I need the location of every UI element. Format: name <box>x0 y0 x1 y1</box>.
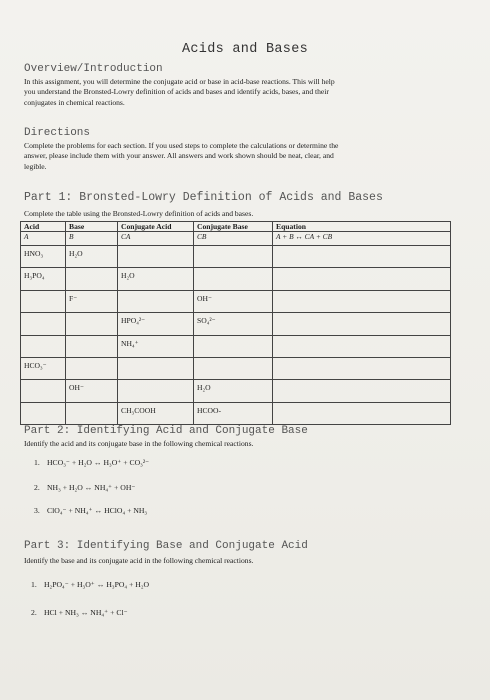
table-row <box>21 313 451 335</box>
directions-line: legible. <box>24 161 47 171</box>
table-cell[interactable] <box>194 357 273 379</box>
directions-text <box>24 141 454 172</box>
bronsted-lowry-table <box>20 221 451 425</box>
overview-text <box>24 77 454 108</box>
table-cell[interactable]: CH₃COOH <box>118 402 194 424</box>
table-cell[interactable] <box>273 268 451 290</box>
table-cell[interactable]: HNO₃ <box>21 246 66 268</box>
table-row <box>21 402 451 424</box>
table-cell[interactable] <box>66 335 118 357</box>
table-cell[interactable]: NH₄⁺ <box>118 335 194 357</box>
table-cell[interactable] <box>66 313 118 335</box>
part2-heading: Part 2: Identifying Acid and Conjugate Base <box>24 425 308 437</box>
table-cell[interactable]: OH⁻ <box>194 290 273 312</box>
table-cell[interactable] <box>194 246 273 268</box>
overview-line: In this assignment, you will determine the conjugate acid or base in acid-base reactions. This will help <box>24 77 335 86</box>
table-cell[interactable]: HPO₄²⁻ <box>118 313 194 335</box>
table-cell[interactable] <box>21 335 66 357</box>
table-cell[interactable] <box>273 402 451 424</box>
reaction-equation: ClO₄⁻ + NH₄⁺ ↔ HClO₄ + NH₃ <box>47 506 148 515</box>
table-cell[interactable] <box>66 357 118 379</box>
overview-line: you understand the Bronsted-Lowry definition of acids and bases and identify acids, bases, and their <box>24 87 329 97</box>
reaction-equation: NH₃ + H₂O ↔ NH₄⁺ + OH⁻ <box>47 483 136 492</box>
reaction-equation: H₂PO₄⁻ + H₃O⁺ ↔ H₃PO₄ + H₂O <box>44 580 150 589</box>
table-cell[interactable] <box>66 402 118 424</box>
table-cell: B <box>66 232 118 246</box>
table-cell[interactable] <box>118 290 194 312</box>
reaction-number: 1. <box>34 458 40 467</box>
table-cell[interactable]: H₂O <box>194 380 273 402</box>
table-cell: CA <box>118 232 194 246</box>
overview-heading: Overview/Introduction <box>24 63 163 75</box>
reaction-item <box>31 608 128 617</box>
part3-instruction: Identify the base and its conjugate acid in the following chemical reactions. <box>24 556 254 565</box>
column-header: Equation <box>273 222 451 232</box>
table-row <box>21 246 451 268</box>
table-cell[interactable]: SO₄²⁻ <box>194 313 273 335</box>
table-cell[interactable] <box>118 380 194 402</box>
table-cell[interactable] <box>273 313 451 335</box>
table-cell[interactable] <box>194 268 273 290</box>
table-cell[interactable]: H₂O <box>118 268 194 290</box>
table-cell[interactable] <box>118 357 194 379</box>
table-cell[interactable] <box>273 335 451 357</box>
column-header: Acid <box>21 222 66 232</box>
table-cell[interactable]: HCO₃⁻ <box>21 357 66 379</box>
directions-line: Complete the problems for each section. If you used steps to complete the calculations or determine the <box>24 141 339 150</box>
column-header: Conjugate Acid <box>118 222 194 232</box>
table-cell: CB <box>194 232 273 246</box>
table-cell[interactable] <box>118 246 194 268</box>
table-cell[interactable] <box>21 380 66 402</box>
reaction-item <box>34 483 135 492</box>
column-header: Base <box>66 222 118 232</box>
directions-line: answer, please include them with your answer. All answers and work shown should be neat, clear, and <box>24 151 334 161</box>
reaction-equation: HCl + NH₃ ↔ NH₄⁺ + Cl⁻ <box>44 608 128 617</box>
part1-instruction: Complete the table using the Bronsted-Lowry definition of acids and bases. <box>24 209 254 218</box>
table-cell[interactable] <box>21 290 66 312</box>
table-cell[interactable] <box>273 357 451 379</box>
table-cell[interactable] <box>66 268 118 290</box>
reaction-number: 1. <box>31 580 37 589</box>
table-row <box>21 380 451 402</box>
table-cell[interactable] <box>21 313 66 335</box>
table-cell[interactable] <box>21 402 66 424</box>
part1-heading: Part 1: Bronsted-Lowry Definition of Acids and Bases <box>24 191 383 204</box>
table-cell[interactable]: HCOO- <box>194 402 273 424</box>
reaction-item <box>34 458 149 467</box>
table-cell[interactable] <box>194 335 273 357</box>
table-row <box>21 357 451 379</box>
part2-instruction: Identify the acid and its conjugate base in the following chemical reactions. <box>24 439 254 448</box>
table-cell[interactable]: H₃PO₄ <box>21 268 66 290</box>
table-cell[interactable]: F⁻ <box>66 290 118 312</box>
table-variable-row <box>21 232 451 246</box>
table-row <box>21 290 451 312</box>
table-cell: A + B ↔ CA + CB <box>273 232 451 246</box>
reaction-number: 2. <box>34 483 40 492</box>
table-cell[interactable] <box>273 290 451 312</box>
table-row <box>21 335 451 357</box>
table-cell[interactable]: OH⁻ <box>66 380 118 402</box>
table-cell[interactable]: H₂O <box>66 246 118 268</box>
table-header-row <box>21 222 451 232</box>
reaction-equation: HCO₃⁻ + H₂O ↔ H₃O⁺ + CO₃²⁻ <box>47 458 150 467</box>
directions-heading: Directions <box>24 127 91 139</box>
reaction-item <box>31 580 149 589</box>
table-row <box>21 268 451 290</box>
reaction-number: 3. <box>34 506 40 515</box>
overview-line: conjugates in chemical reactions. <box>24 97 125 107</box>
table-cell: A <box>21 232 66 246</box>
table-cell[interactable] <box>273 246 451 268</box>
column-header: Conjugate Base <box>194 222 273 232</box>
reaction-number: 2. <box>31 608 37 617</box>
part3-heading: Part 3: Identifying Base and Conjugate Acid <box>24 540 308 552</box>
table-cell[interactable] <box>273 380 451 402</box>
page-title: Acids and Bases <box>181 42 309 57</box>
reaction-item <box>34 506 147 515</box>
